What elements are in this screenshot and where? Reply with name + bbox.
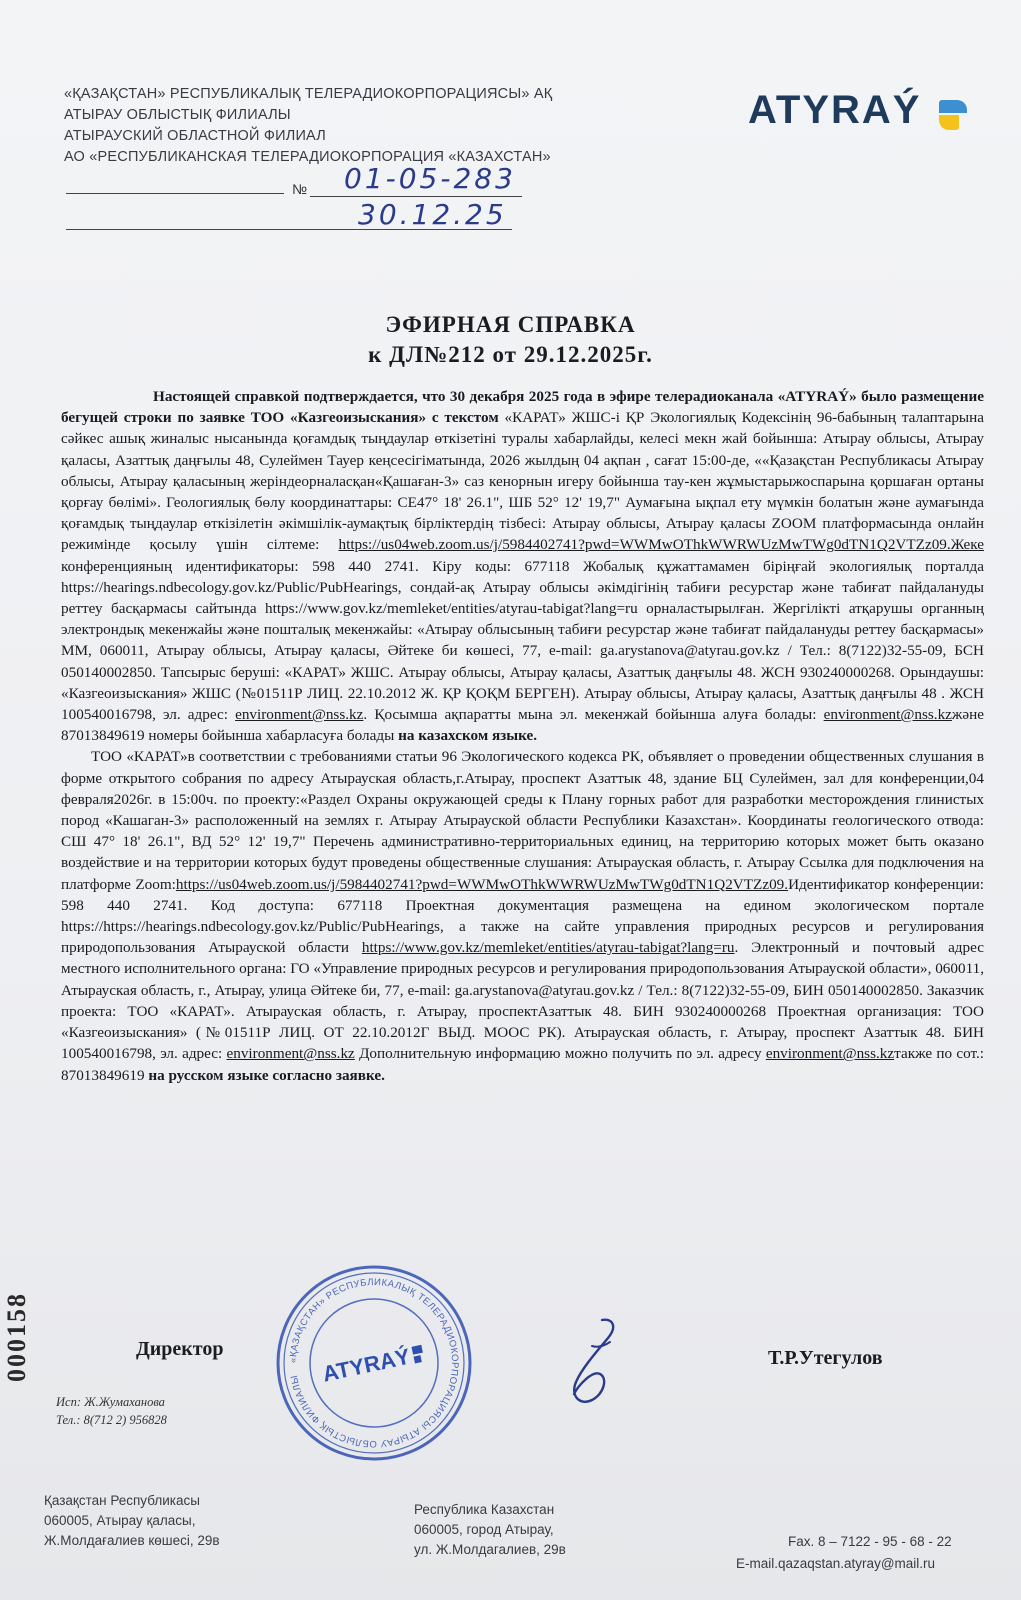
footer-line: Республика Казахстан: [414, 1502, 555, 1517]
doc-number-handwritten: 01-05-283: [344, 162, 516, 195]
footer-address-kz: [44, 1491, 220, 1551]
director-name: Т.Р.Утегулов: [768, 1347, 883, 1369]
email-link[interactable]: environment@nss.kz: [226, 1045, 355, 1063]
text-segment: Идентификатор конференции: 598 440 2741. Код доступа: 677118 Проектная документация размещена на едином экологическом портале https://https://hearings.ndbecology.gov.kz/Public/PubHearings, а также на сайте управления природных ресурсов и регулирования природопользования Атырауской области: [61, 875, 984, 957]
number-label: №: [292, 181, 308, 197]
doc-subtitle: к ДЛ№212 от 29.12.2025г.: [368, 342, 653, 367]
logo-mark-icon: [939, 100, 967, 130]
executor-phone: Тел.: 8(712 2) 956828: [56, 1413, 167, 1427]
footer-line: ул. Ж.Молдагалиев, 29в: [414, 1542, 566, 1557]
intro-bold: Настоящей справкой подтверждается, что 30 декабря 2025 года в эфире телерадиоканала «ATYRAÝ» было размещение бегущей строки по заявке ТОО «Казгеоизыскания» с текстом: [61, 388, 984, 427]
footer-line: 060005, город Атырау,: [414, 1522, 554, 1537]
footer-email: E-mail.qazaqstan.atyray@mail.ru: [736, 1556, 936, 1571]
org-line: АО «РЕСПУБЛИКАНСКАЯ ТЕЛЕРАДИОКОРПОРАЦИЯ «КАЗАХСТАН»: [64, 149, 551, 165]
gov-link[interactable]: https://www.gov.kz/memleket/entities/atyrau-tabigat?lang=ru: [361, 939, 735, 957]
zoom-link-kz[interactable]: https://us04web.zoom.us/j/5984402741?pwd=WWMwOThkWWRWUzMwTWg0dTN1Q2VTZz09.Жеке: [338, 536, 984, 554]
stamp-center-text: ATYRAÝ: [320, 1343, 413, 1387]
footer-fax: Fax. 8 – 7122 - 95 - 68 - 22: [788, 1534, 952, 1549]
atyray-logo: ATYRAÝ: [748, 88, 922, 132]
blank-line: [66, 193, 284, 194]
doc-title: ЭФИРНАЯ СПРАВКА: [385, 312, 636, 337]
email-link[interactable]: environment@nss.kz: [823, 706, 952, 724]
email-link[interactable]: environment@nss.kz: [235, 706, 364, 724]
text-segment: также по сот.: 87013849619: [61, 1045, 985, 1084]
text-segment: «КАРАТ» ЖШС-і ҚР Экологиялық Кодексінің 96-бабының талаптарына сәйкес ашық жиналыс нысанында қоғамдық тыңдаулар өткізетіні туралы хабарлайды, келесі мекн жай бойынша: Атырау облысы, Атырау қаласы, Азаттық даңғылы 48, Сулеймен Тауер кеңсесігіматында, 2026 жылдың 04 ақпан , сағат 15:00-де, ««Қазақстан Республикасы Атырау облысы, Атырау қаласының жеріндеорналасқан«Қашаған-3» саз кенорнын игеру бойынша тау-кен жұмыстарыжоспарына қоршаған ортаны қорғау бөлімі». Геологиялық бөлу координаттары: СЕ47° 18' 26.1", ШБ 52° 12' 19,7" Аумағына ықпал ету мүмкін болатын және аумағында қоғамдық тыңдаулар өткізілетін әкімшілік-аумақтық бірліктердің тізбесі: Атырау облысы, Атырау қаласы ZOOM платформасында онлайн режимінде қосылу үшін сілтеме:: [61, 409, 984, 554]
organization-header: [64, 84, 584, 168]
doc-date-handwritten: 30.12.25: [358, 198, 507, 231]
serial-number: 000158: [2, 1292, 31, 1382]
text-segment: . Электронный и почтовый адрес местного исполнительного органа: ГО «Управление природных ресурсов и регулирования природопользования Атырауской области», 060011, Атырауская область, г., Атырау, улица Әйтеке би, 77, e-mail: ga.arystanova@atyrau.gov.kz / Тел.: 8(7122)32-55-09, БИН 050140002850. Заказчик проекта: ТОО «КАРАТ». Атырауская область, г. Атырау, проспектАзаттык 48. БИН 930240000268 Проектная организация: ТОО «Казгеоизыскания» (№01511Р ЛИЦ. ОТ 22.10.2012Г ВЫД. МООС РК). Атырауская область, г. Атырау, проспект Азаттык 48. БИН 100540016798, эл. адрес:: [61, 939, 984, 1063]
executor-info: [56, 1393, 167, 1429]
org-line: АТЫРАУ ОБЛЫСТЫҚ ФИЛИАЛЫ: [64, 107, 291, 123]
email-link[interactable]: environment@nss.kz: [765, 1045, 895, 1063]
language-note: на казахском языке.: [398, 727, 538, 745]
text-segment: және 87013849619 номеры бойынша хабарласуға болады: [61, 706, 985, 745]
footer-address-ru: [414, 1500, 566, 1560]
footer-line: Ж.Молдағалиев көшесі, 29в: [44, 1533, 220, 1548]
org-line: АТЫРАУСКИЙ ОБЛАСТНОЙ ФИЛИАЛ: [64, 128, 326, 144]
paragraph-kazakh: [61, 386, 984, 746]
language-note: на русском языке согласно заявке.: [148, 1066, 385, 1084]
stamp-ring-text: «ҚАЗАҚСТАН» РЕСПУБЛИКАЛЫҚ ТЕЛЕРАДИОКОРПОРАЦИЯСЫ АТЫРАУ ОБЛЫСТЫҚ ФИЛИАЛЫ: [287, 1276, 461, 1450]
text-segment: . Қосымша ақпаратты мына эл. мекенжай бойынша алуға болады:: [363, 706, 824, 724]
paragraph-russian: [61, 746, 984, 1085]
text-segment: ТОО «КАРАТ»в соответствии с требованиями статьи 96 Экологического кодекса РК, объявляет о проведении общественных слушания в форме открытого собрания по адресу Атырауская область,г.Атырау, проспект Азаттык 48, здание БЦ Сулеймен, зал для конференции,04 февраля2026г. в 15:00ч. по проекту:«Раздел Охраны окружающей среды к Плану горных работ для разработки месторождения глинистых пород «Кашаган-3» расположенный на землях г. Атырау Атырауской области Республики Казахстан». Координаты геологического отвода: СШ 47° 18' 26.1", ВД 52° 12' 19,7" Перечень административно-территориальных единиц, на территорию которых может быть оказано воздействие и на территории которых будут проведены общественные слушания: Атырауская область, г. Атырау Ссылка для подключения на платформе Zoom:: [61, 748, 984, 893]
zoom-link-ru[interactable]: https://us04web.zoom.us/j/5984402741?pwd=WWMwOThkWWRWUzMwTWg0dTN1Q2VTZz09.: [175, 875, 789, 893]
official-stamp: [274, 1263, 474, 1463]
footer-line: Қазақстан Республикасы: [44, 1493, 200, 1508]
footer-line: 060005, Атырау қаласы,: [44, 1513, 196, 1528]
director-title: Директор: [136, 1338, 224, 1360]
document-body: [61, 386, 984, 1086]
number-line: [310, 196, 522, 197]
text-segment: конференцияның идентификаторы: 598 440 2741. Кіру коды: 677118 Жобалық құжаттамамен біріңғай экологиялық порталда https://hearings.ndbecology.gov.kz/Public/PubHearings, сондай-ақ Атырау облысы әкімдігінің табиғи ресурстар және табиғат пайдалануды реттеу басқармасы сайтында https://www.gov.kz/memleket/entities/atyrau-tabigat?lang=ru орналастырылған. Жергілікті атқарушы органның электрондық мекенжайы және пошталық мекенжайы: «Атырау облысының табиғи ресурстар және табиғат пайдалануды реттеу басқармасы» ММ, 060011, Атырау облысы, Атырау қаласы, Әйтеке би көшесі, 77, e-mail: ga.arystanova@atyrau.gov.kz / Тел.: 8(7122)32-55-09, БСН 050140002850. Тапсырыс беруші: «КАРАТ» ЖШС. Атырау облысы, Атырау қаласы, Азаттық даңғылы 48. ЖСН 930240000268. Орындаушы: «Казгеоизыскания» ЖШС (№01511Р ЛИЦ. 22.10.2012 Ж. ҚР ҚОҚМ БЕРГЕН). Атырау облысы, Атырау қаласы, Азаттық даңғылы 48 . ЖСН 100540016798, эл. адрес:: [61, 557, 984, 724]
text-segment: Дополнительную информацию можно получить по эл. адресу: [354, 1045, 766, 1063]
executor-name: Исп: Ж.Жумаханова: [56, 1395, 165, 1409]
org-line: «ҚАЗАҚСТАН» РЕСПУБЛИКАЛЫҚ ТЕЛЕРАДИОКОРПОРАЦИЯСЫ» АҚ: [64, 86, 553, 102]
handwritten-signature: [552, 1316, 642, 1408]
